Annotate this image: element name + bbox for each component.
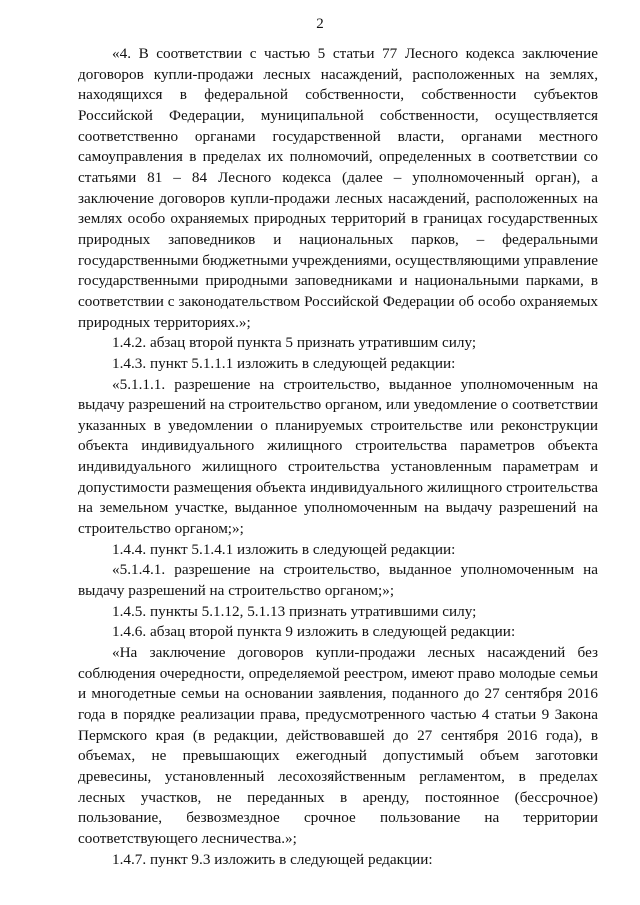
paragraph-clause-5-1-4-1-quote: «5.1.4.1. разрешение на строительство, выданное уполномоченным на выдачу разрешений на строительство органом;»; — [78, 561, 598, 600]
document-body — [78, 44, 598, 870]
paragraph-1-4-5: 1.4.5. пункты 5.1.12, 5.1.13 признать утратившими силу; — [112, 602, 477, 620]
paragraph-clause-5-1-1-1-quote: «5.1.1.1. разрешение на строительство, выданное уполномоченным на выдачу разрешений на строительство органом, или уведомление о соответствии указанных в уведомлении о планируемых строительстве или реконструкции объекта индивидуального жилищного строительства параметров объекта индивидуального жилищного строительства установленным параметрам и допустимости размещения объекта индивидуального жилищного строительства на земельном участке, выданное уполномоченным на выдачу разрешений на строительство органом;»; — [78, 375, 598, 538]
paragraph-clause-9-quote: «На заключение договоров купли-продажи лесных насаждений без соблюдения очередности, определяемой реестром, имеют право молодые семьи и многодетные семьи на основании заявления, поданного до 27 сентября 2016 года в порядке реализации права, предусмотренного частью 4 статьи 9 Закона Пермского края (в редакции, действовавшей до 27 сентября 2016 года), в объемах, не превышающих ежегодный допустимый объем заготовки древесины, установленный лесохозяйственным регламентом, в пределах лесных участков, не переданных в аренду, постоянное (бессрочное) пользование, безвозмездное срочное пользование на территории соответствующего лесничества.»; — [78, 644, 598, 847]
paragraph-1-4-4: 1.4.4. пункт 5.1.4.1 изложить в следующей редакции: — [112, 540, 456, 558]
paragraph-1-4-7: 1.4.7. пункт 9.3 изложить в следующей редакции: — [112, 850, 433, 868]
paragraph-1-4-2: 1.4.2. абзац второй пункта 5 признать утратившим силу; — [112, 334, 477, 352]
paragraph-clause-4-quote: «4. В соответствии с частью 5 статьи 77 Лесного кодекса заключение договоров купли-продажи лесных насаждений, расположенных на землях, находящихся в федеральной собственности, собственности субъектов Российской Федерации, муниципальной собственности, осуществляется соответственно органами государственной власти, органами местного самоуправления в пределах их полномочий, определенных в соответствии со статьями 81 – 84 Лесного кодекса (далее – уполномоченный орган), а заключение договоров купли-продажи лесных насаждений, расположенных на землях особо охраняемых природных территорий в границах государственных природных заповедников и национальных парков, – федеральными государственными бюджетными учреждениями, осуществляющими управление государственными природными заповедниками и национальными парками, в соответствии с законодательством Российской Федерации об особо охраняемых природных территориях.»; — [78, 45, 598, 331]
page-number: 2 — [316, 16, 324, 32]
paragraph-1-4-6: 1.4.6. абзац второй пункта 9 изложить в следующей редакции: — [112, 623, 516, 641]
paragraph-1-4-3: 1.4.3. пункт 5.1.1.1 изложить в следующей редакции: — [112, 354, 456, 372]
